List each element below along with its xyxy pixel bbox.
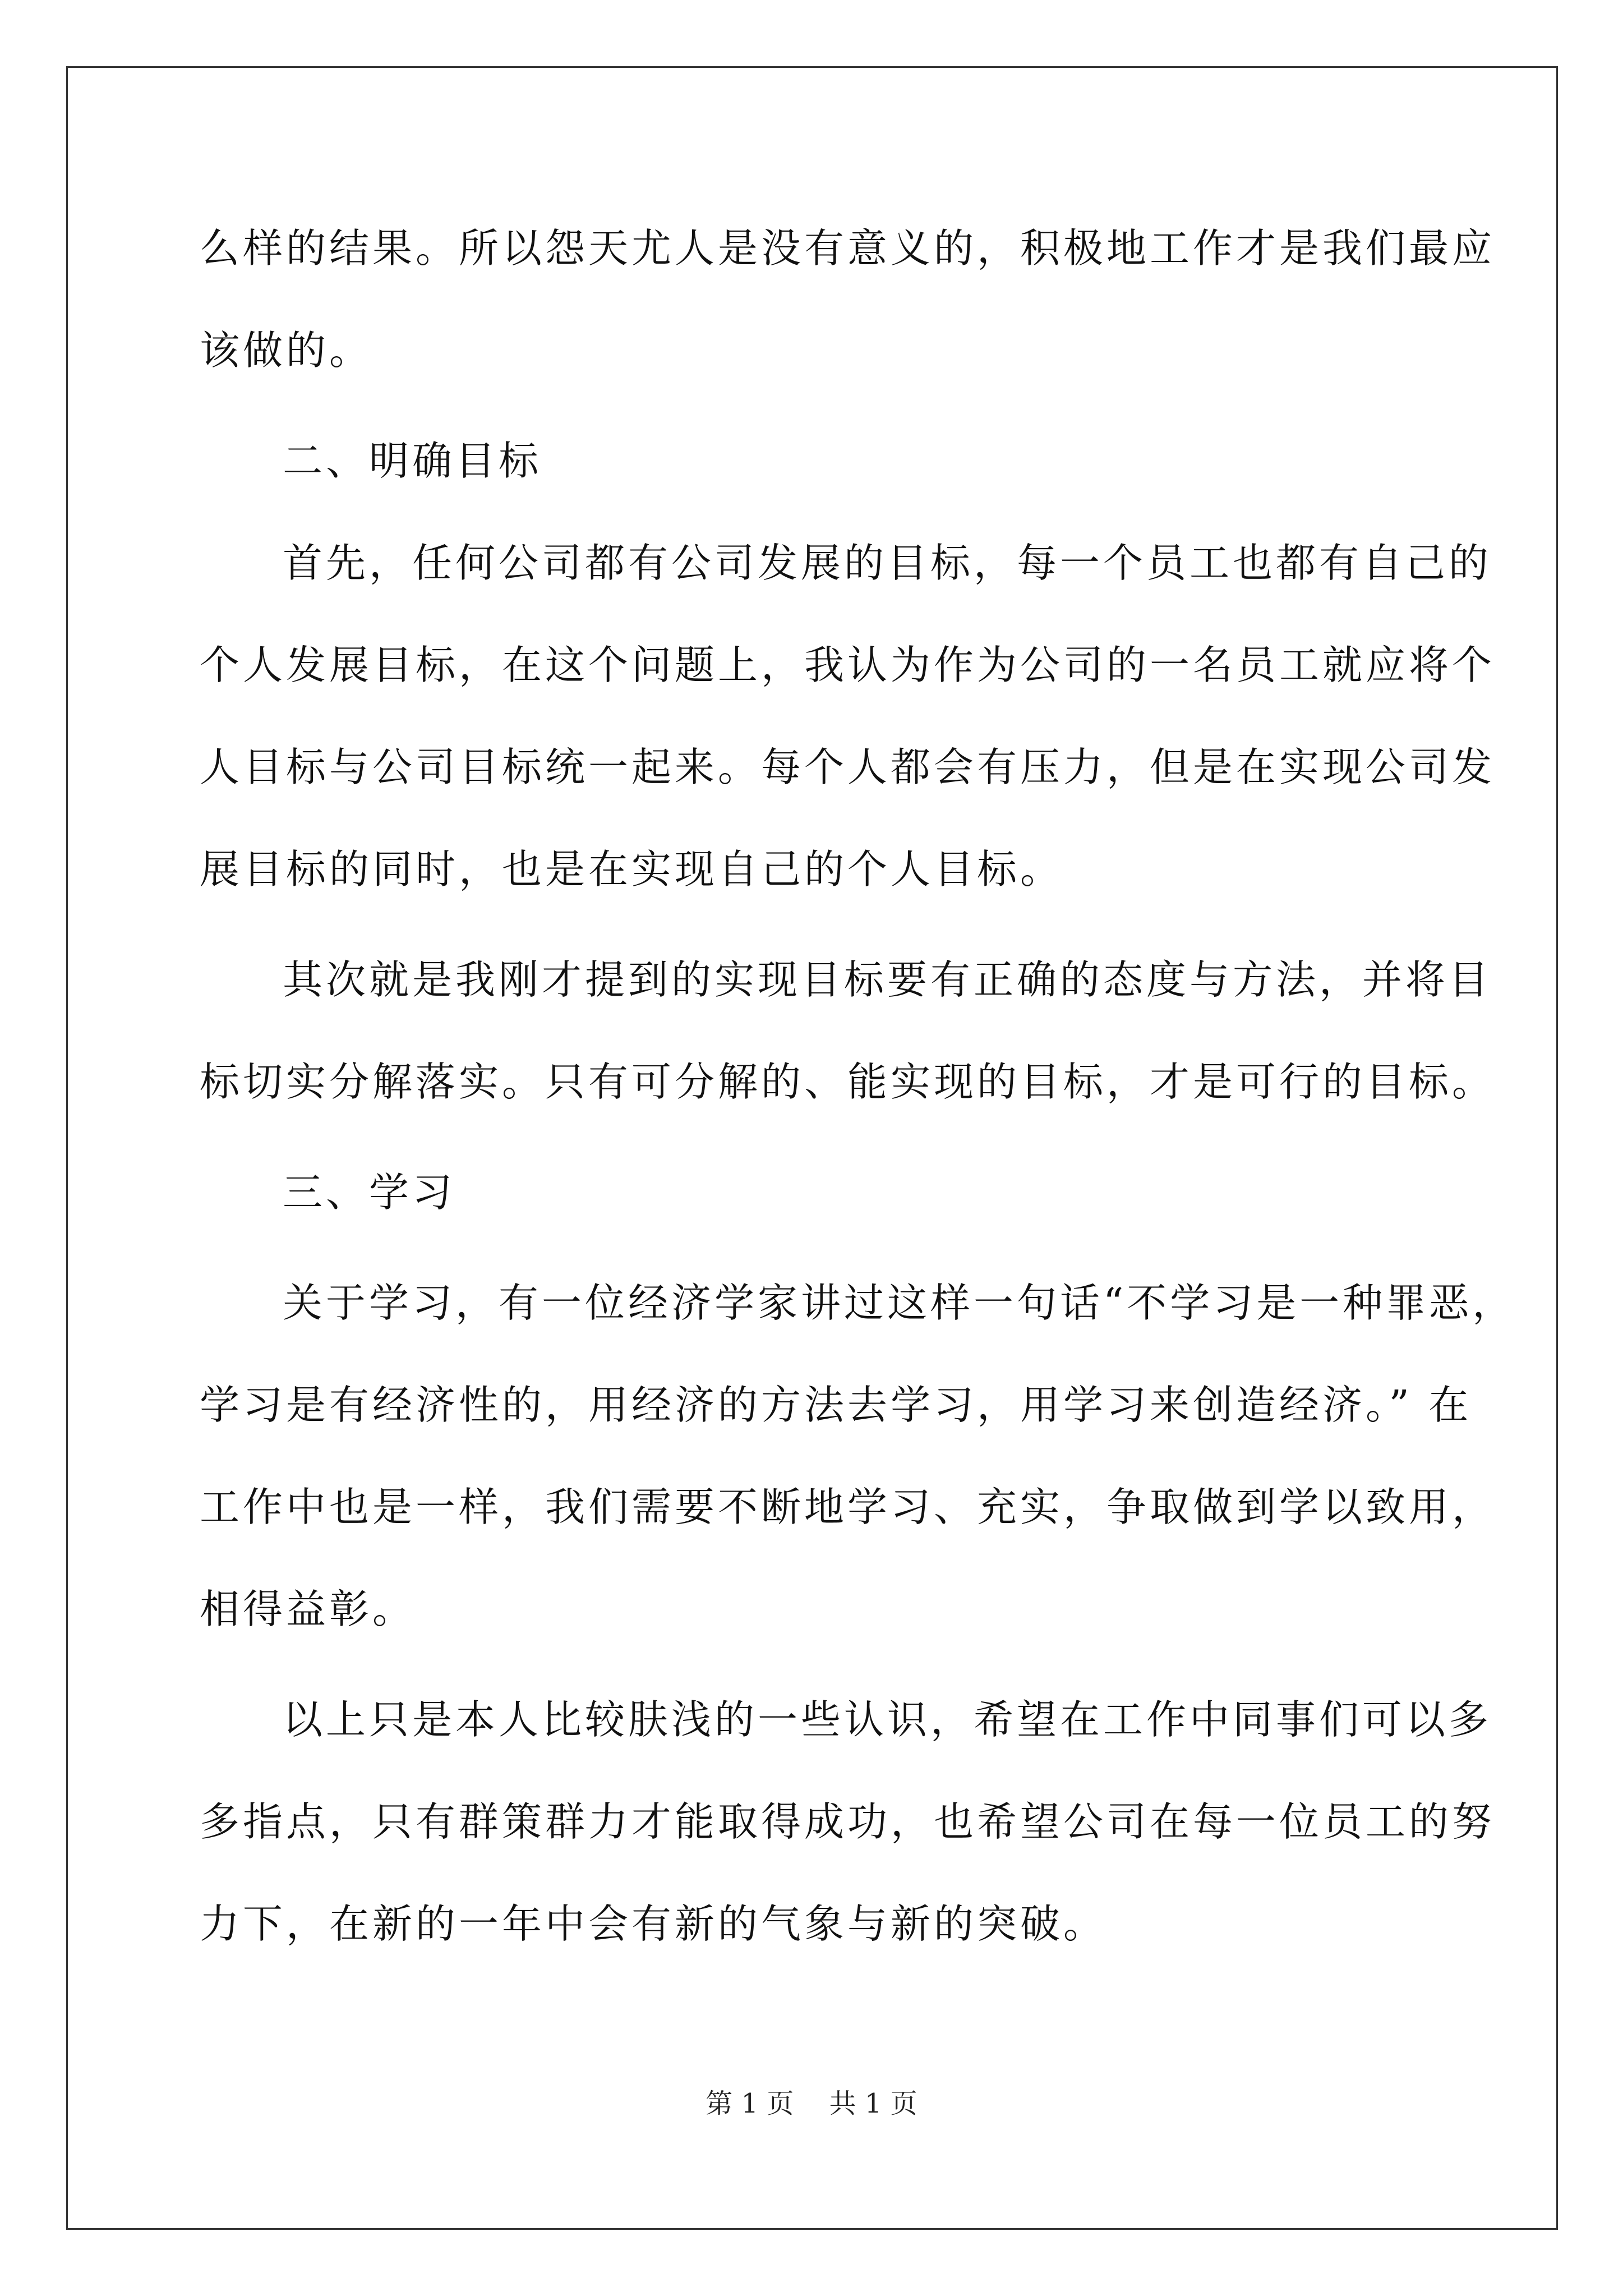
body-line: 学习是有经济性的，用经济的方法去学习，用学习来创造经济。” 在 (200, 1382, 1472, 1428)
section-heading: 三、学习 (283, 1169, 456, 1216)
body-line: 人目标与公司目标统一起来。每个人都会有压力，但是在实现公司发 (200, 744, 1496, 790)
paragraph-start: 以上只是本人比较肤浅的一些认识，希望在工作中同事们可以多 (283, 1696, 1492, 1743)
page-footer (0, 2087, 1623, 2120)
paragraph-start: 关于学习，有一位经济学家讲过这样一句话“不学习是一种罪恶， (283, 1280, 1516, 1326)
body-line: 力下，在新的一年中会有新的气象与新的突破。 (200, 1901, 1107, 1947)
body-line: 标切实分解落实。只有可分解的、能实现的目标，才是可行的目标。 (200, 1059, 1496, 1105)
body-line: 个人发展目标，在这个问题上，我认为作为公司的一名员工就应将个 (200, 642, 1496, 688)
body-line: 该做的。 (200, 327, 373, 374)
section-heading: 二、明确目标 (283, 438, 542, 484)
body-line: 相得益彰。 (200, 1586, 416, 1632)
total-pages: 共 1 页 (829, 2088, 917, 2119)
paragraph-start: 其次就是我刚才提到的实现目标要有正确的态度与方法，并将目 (283, 956, 1492, 1003)
paragraph-start: 首先，任何公司都有公司发展的目标，每一个员工也都有自己的 (283, 540, 1492, 586)
body-line: 工作中也是一样，我们需要不断地学习、充实，争取做到学以致用， (200, 1484, 1496, 1530)
body-line: 展目标的同时，也是在实现自己的个人目标。 (200, 846, 1064, 892)
page-number: 第 1 页 (706, 2088, 794, 2119)
body-line: 么样的结果。所以怨天尤人是没有意义的，积极地工作才是我们最应 (200, 225, 1496, 272)
body-line: 多指点，只有群策群力才能取得成功，也希望公司在每一位员工的努 (200, 1798, 1496, 1845)
